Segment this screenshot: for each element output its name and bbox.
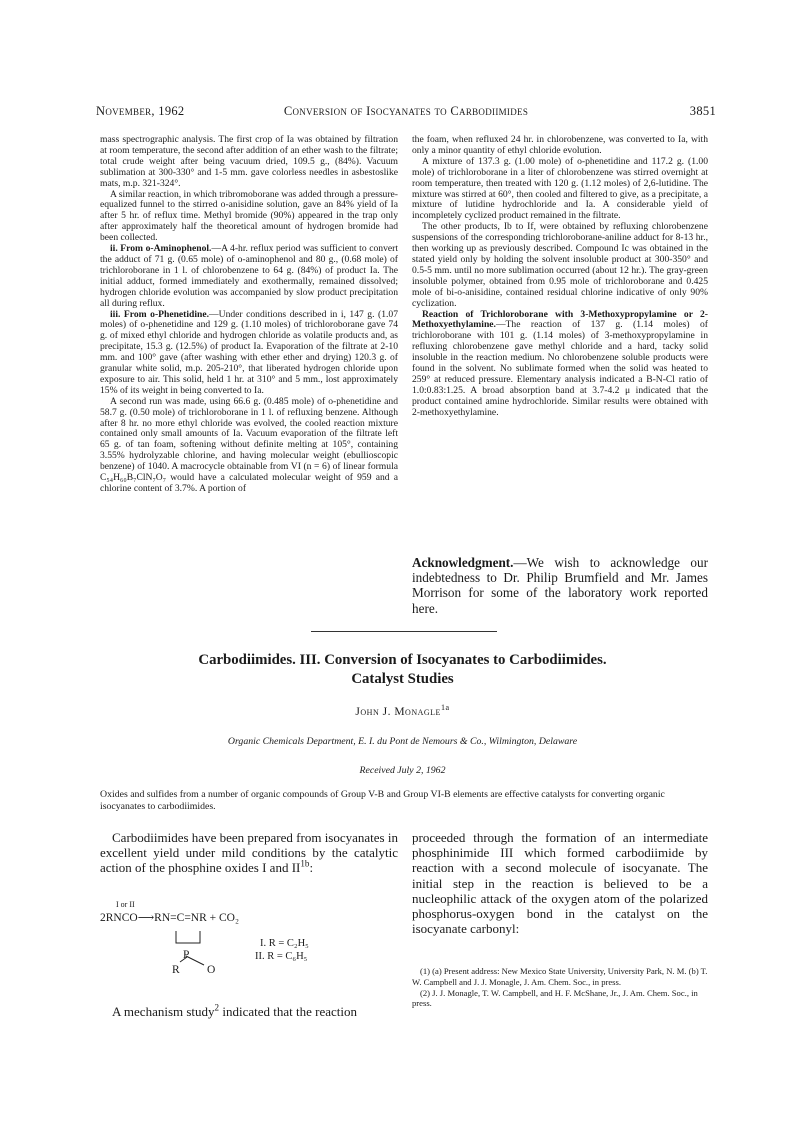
paragraph: Reaction of Trichloroborane with 3-Methoxypropylamine or 2-Methoxyethylamine.—The reaction of 137 g. (1.14 moles) of trichloroborane with 101 g. (1.14 moles) of 3-methoxypropylamine in refluxing chlorobenzene gave methyl chloride and a hard, tacky solid insoluble in the reaction medium. No chlorobenzene soluble products were found in the solvent. No sublimate formed when the solid was heated to 259° at reduced pressure. Elementary analysis indicated a B-N-Cl ratio of 1.0:0.83:1.25. A broad absorption band at 3.7-4.2 μ indicated that the product contained amine hydrochloride. Similar results were obtained with 2-methoxyethylamine.	[412, 308, 708, 418]
footnote-ref: 1a	[440, 703, 450, 713]
footnotes	[412, 966, 708, 1009]
running-header	[96, 104, 716, 120]
phosphine-oxide-structure	[170, 928, 240, 978]
footnote: (2) J. J. Monagle, T. W. Campbell, and H. F. McShane, Jr., J. Am. Chem. Soc., in press.	[412, 987, 698, 1009]
footnote-ref: 1b	[300, 859, 310, 870]
header-date: November, 1962	[96, 104, 185, 118]
r-group-label: R	[172, 964, 180, 976]
compound-definition: II. R = C₆H₅	[255, 951, 308, 962]
reaction-equation: 2RNCO⟶RN=C=NR + CO₂	[100, 912, 239, 924]
received-date: Received July 2, 1962	[359, 765, 446, 776]
section-heading: ii. From o-Aminophenol.	[110, 243, 212, 255]
paragraph: iii. From o-Phenetidine.—Under conditions described in i, 147 g. (1.07 moles) of o-phenetidine and 129 g. (1.10 moles) of trichloroborane gave 74 g. of mixed ethyl chloride and hydrogen chloride as volatile products and, as precipitate, 15.3 g. (12.5%) of product Ia. Evaporation of the filtrate at 2-10 mm. and 100° gave (after washing with ether ether and drying) 120.3 g. of granular white solid, m.p. 205-210°, that liberated hydrogen chloride upon exposure to air. This solid, held 1 hr. at 310° and 5 mm., lost approximately 15% of its weight in being converted to Ia.	[100, 308, 398, 396]
intro-left-column	[100, 830, 398, 876]
oxygen-atom-label: O	[207, 964, 216, 976]
affiliation: Organic Chemicals Department, E. I. du Pont de Nemours & Co., Wilmington, Delaware	[227, 736, 578, 747]
reaction-scheme	[100, 900, 400, 980]
right-column-experimental	[412, 135, 708, 419]
paragraph: A mixture of 137.3 g. (1.00 mole) of o-phenetidine and 117.2 g. (1.00 mole) of trichloroborane in a liter of chlorobenzene was stirred overnight at room temperature, then treated with 120 g. (1.12 moles) of 2,6-lutidine. The mixture was stirred at 60°, then cooled and filtered to give, as a precipitate, a mixture of lutidine hydrochloride and Ia. A considerable yield of incompletely cyclized product remained in the filtrate.	[412, 155, 708, 222]
section-heading: iii. From o-Phenetidine.	[110, 308, 210, 320]
catalyst-label: I or II	[116, 900, 135, 909]
phosphorus-atom-label: P	[183, 949, 190, 961]
article-title: Carbodiimides. III. Conversion of Isocyanates to Carbodiimides. Catalyst Studies	[198, 652, 607, 687]
paragraph: mass spectrographic analysis. The first crop of Ia was obtained by filtration at room temperature, the second after addition of an ether wash to the filtrate; total crude weight after being vacuum dried, 109.5 g., (84%). Vacuum sublimation at 300-330° and 1-5 mm. gave colorless needles in asbestoslike mats, m.p. 321-324°.	[100, 134, 398, 189]
paragraph: ii. From o-Aminophenol.—A 4-hr. reflux period was sufficient to convert the adduct of 71 g. (0.65 mole) of o-aminophenol and 80 g., (0.68 mole) of trichloroborane in 1 l. of chlorobenzene to 64 g. (84%) of product Ia. The initial adduct, formed immediately and exothermally, remained dissolved; hydrogen chloride evolution was accompanied by slow product precipitation all during reflux.	[100, 243, 398, 309]
page-number: 3851	[689, 104, 716, 118]
intro-right-column: proceeded through the formation of an intermediate phosphinimide III which formed carbodiimide by reaction with a second molecule of isocyanate. The initial step in the reaction is believed to be a nucleophilic attack of the oxygen atom of the polarized phosphorus-oxygen bond in the catalyst on the isocyanate carbonyl:	[412, 830, 708, 937]
abstract: Oxides and sulfides from a number of organic compounds of Group V-B and Group VI-B elements are effective catalysts for converting organic isocyanates to carbodiimides.	[100, 789, 665, 812]
author: John J. Monagle$^{1a}$	[355, 703, 450, 718]
mechanism-sentence: A mechanism study$^2$ indicated that the reaction	[112, 1002, 357, 1019]
paragraph: Carbodiimides have been prepared from isocyanates in excellent yield under mild conditions by the catalytic action of the phosphine oxides I and $II^{1b}$:	[100, 830, 398, 876]
paragraph: A similar reaction, in which tribromoborane was added through a pressure-equalized funnel to the stirred o-anisidine solution, gave an 84% yield of Ia after 5 hr. of reflux time. Methyl bromide (90%) appeared in the trap only after approximately half the theoretical amount of hydrogen bromide had been collected.	[100, 188, 398, 244]
left-column-experimental	[100, 135, 398, 495]
header-running-title: Conversion of Isocyanates to Carbodiimides	[283, 104, 529, 118]
footnote-ref: 2	[214, 1002, 220, 1013]
paragraph: the foam, when refluxed 24 hr. in chlorobenzene, was converted to Ia, with only a minor quantity of ethyl chloride evolution.	[412, 134, 708, 156]
section-heading: Reaction of Trichloroborane with 3-Methoxypropylamine or 2-Methoxyethylamine.	[412, 308, 708, 331]
paragraph: The other products, Ib to If, were obtained by refluxing chlorobenzene suspensions of the corresponding trichloroborane-aniline adduct for 8-13 hr., then working up as previously described. Compound Ic was obtained in the stated yield only by holding the solvent insoluble product at 300-350° and 0.5-5 mm. until no more sublimation occurred (about 12 hr.). The gray-green insoluble polymer, obtained from 0.95 mole of trichloroborane and 0.425 mole of bi-o-anisidine, contained residual chlorine indicative of only 90% cyclization.	[412, 221, 708, 309]
paragraph: A second run was made, using 66.6 g. (0.485 mole) of o-phenetidine and 58.7 g. (0.50 mole) of trichloroborane in 1 l. of refluxing benzene. Although after 8 hr. no more ethyl chloride was evolved, the cooled reaction mixture contained only small amounts of Ia. Vacuum evaporation of the filtrate left 65 g. of tan foam, softening without definite melting at 105°, containing 3.55% hydrolyzable chlorine, and having molecular weight (ebullioscopic benzene) of 1040. A macrocycle obtainable from VI (n = 6) of linear formula C₅₄H₆₀B₇ClN₇O₇ would have a calculated molecular weight of 959 and a chlorine content of 3.7%. A portion of	[100, 395, 398, 494]
compound-definition: I. R = C₂H₅	[260, 938, 309, 949]
section-divider	[311, 631, 497, 632]
acknowledgment-heading: Acknowledgment.	[412, 555, 514, 570]
footnote: (1) (a) Present address: New Mexico State University, University Park, N. M. (b) T. W. Campbell and J. J. Monagle, J. Am. Chem. Soc., in press.	[412, 966, 708, 987]
acknowledgment: Acknowledgment.—We wish to acknowledge our indebtedness to Dr. Philip Brumfield and Mr. James Morrison for some of the laboratory work reported here.	[412, 555, 708, 616]
